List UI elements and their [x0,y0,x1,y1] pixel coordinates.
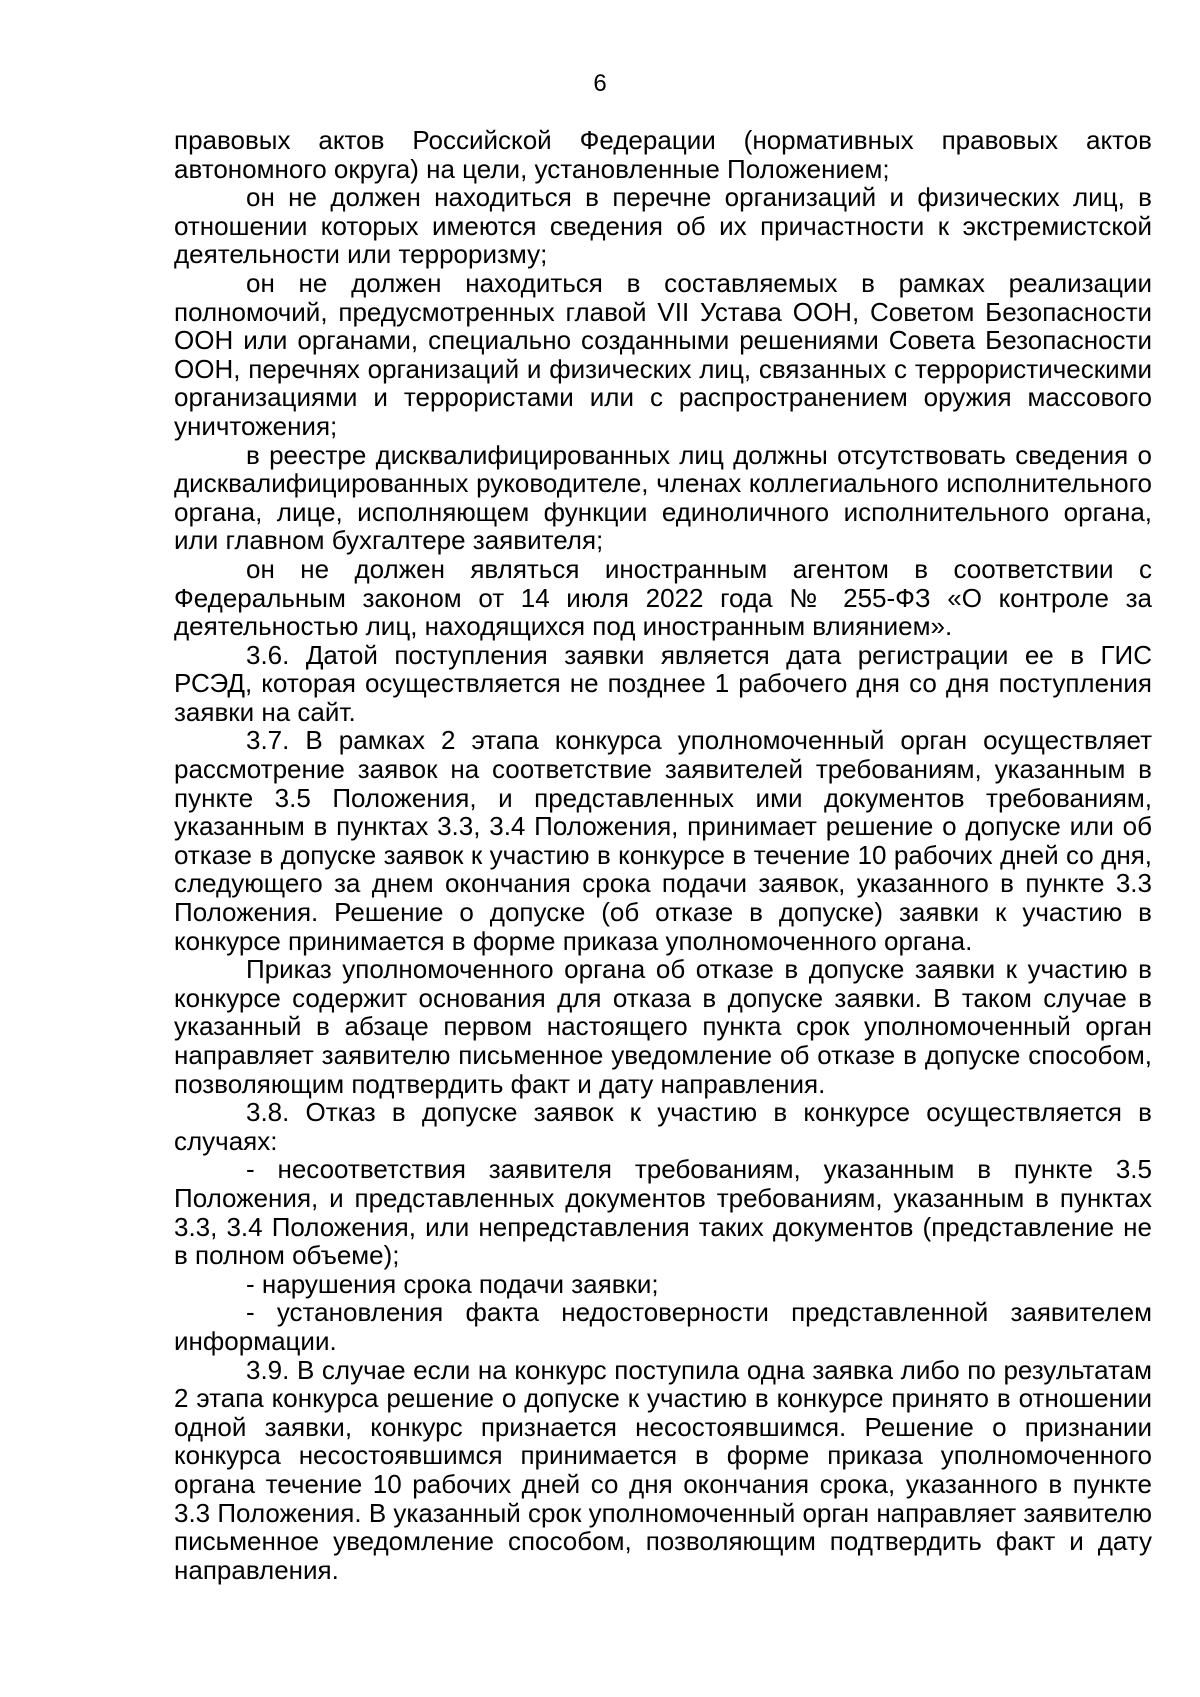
paragraph: - установления факта недостоверности представленной заявителем информации. [174,1297,1152,1356]
paragraph: 3.7. В рамках 2 этапа конкурса уполномоченный орган осуществляет рассмотрение заявок на соответствие заявителей требованиям, указанным в пункте 3.5 Положения, и представленных ими документов требованиям, указанным в пунктах 3.3, 3.4 Положения, принимает решение о допуске или об отказе в допуске заявок к участию в конкурсе в течение 10 рабочих дней со дня, следующего за днем окончания срока подачи заявок, указанного в пункте 3.3 Положения. Решение о допуске (об отказе в допуске) заявки к участию в конкурсе принимается в форме приказа уполномоченного органа. [174,725,1152,956]
paragraph: - нарушения срока подачи заявки; [246,1268,659,1299]
paragraph: 3.6. Датой поступления заявки является дата регистрации ее в ГИС РСЭД, которая осуществляется не позднее 1 рабочего дня со дня поступления заявки на сайт. [174,639,1152,727]
paragraph: - несоответствия заявителя требованиям, указанным в пункте 3.5 Положения, и представленных документов требованиям, указанным в пунктах 3.3, 3.4 Положения, или непредставления таких документов (представление не в полном объеме); [174,1154,1152,1271]
paragraph: 3.8. Отказ в допуске заявок к участию в конкурсе осуществляется в случаях: [174,1097,1152,1156]
paragraph: он не должен находиться в перечне организаций и физических лиц, в отношении которых имеются сведения об их причастности к экстремистской деятельности или терроризму; [174,182,1152,270]
paragraph: 3.9. В случае если на конкурс поступила одна заявка либо по результатам 2 этапа конкурса решение о допуске к участию в конкурсе принято в отношении одной заявки, конкурс признается несостоявшимся. Решение о признании конкурса несостоявшимся принимается в форме приказа уполномоченного органа течение 10 рабочих дней со дня окончания срока, указанного в пункте 3.3 Положения. В указанный срок уполномоченный орган направляет заявителю письменное уведомление способом, позволяющим подтвердить факт и дату направления. [174,1354,1153,1585]
paragraph: в реестре дисквалифицированных лиц должны отсутствовать сведения о дисквалифицированных руководителе, членах коллегиального исполнительного органа, лице, исполняющем функции единоличного исполнительного органа, или главном бухгалтере заявителя; [174,439,1152,556]
document-body [174,126,1152,1584]
paragraph: он не должен находиться в составляемых в рамках реализации полномочий, предусмотренных главой VII Устава ООН, Советом Безопасности ООН или органами, специально созданными решениями Совета Безопасности ООН, перечнях организаций и физических лиц, связанных с террористическими организациями и террористами или с распространением оружия массового уничтожения; [174,267,1152,441]
paragraph: Приказ уполномоченного органа об отказе в допуске заявки к участию в конкурсе содержит основания для отказа в допуске заявки. В таком случае в указанный в абзаце первом настоящего пункта срок уполномоченный орган направляет заявителю письменное уведомление об отказе в допуске способом, позволяющим подтвердить факт и дату направления. [174,954,1152,1099]
paragraph: он не должен являться иностранным агентом в соответствии с Федеральным законом от 14 июля 2022 года № 255-ФЗ «О контроле за деятельностью лиц, находящихся под иностранным влиянием». [174,553,1152,642]
page-number: 6 [593,70,607,97]
paragraph: правовых актов Российской Федерации (нормативных правовых актов автономного округа) на цели, установленные Положением; [174,125,1152,184]
